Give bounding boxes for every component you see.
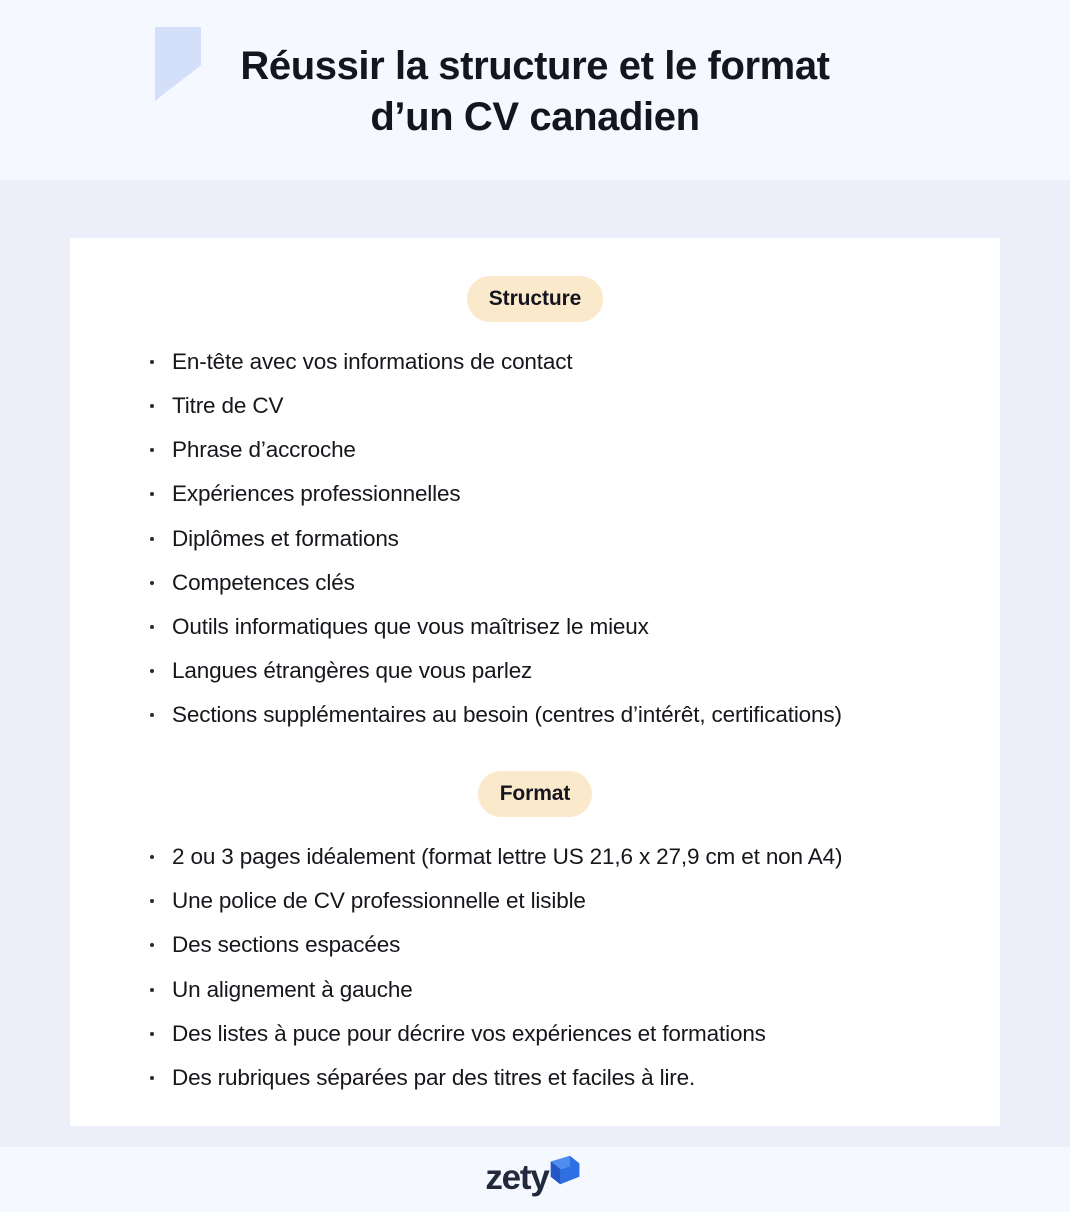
- list-item: Des rubriques séparées par des titres et faciles à lire.: [146, 1064, 960, 1092]
- list-item: Outils informatiques que vous maîtrisez le mieux: [146, 613, 960, 641]
- list-item: Phrase d’accroche: [146, 436, 960, 464]
- badge-row-structure: [110, 276, 960, 322]
- zety-logo[interactable]: [485, 1159, 584, 1197]
- section-structure: [110, 276, 960, 729]
- badge-row-format: [110, 771, 960, 817]
- list-item: Competences clés: [146, 569, 960, 597]
- list-item: 2 ou 3 pages idéalement (format lettre US 21,6 x 27,9 cm et non A4): [146, 843, 960, 871]
- bullet-list-format: [110, 843, 960, 1092]
- content-card: [70, 238, 1000, 1126]
- list-item: Des listes à puce pour décrire vos expériences et formations: [146, 1020, 960, 1048]
- zety-arrow-logo-icon: [547, 1152, 585, 1190]
- page-title-line-2: d’un CV canadien: [370, 95, 700, 139]
- list-item: Sections supplémentaires au besoin (centres d’intérêt, certifications): [146, 701, 960, 729]
- list-item: Diplômes et formations: [146, 525, 960, 553]
- body-band: [0, 180, 1070, 1147]
- bullet-list-structure: [110, 348, 960, 729]
- section-badge-structure: Structure: [467, 276, 603, 322]
- list-item: Langues étrangères que vous parlez: [146, 657, 960, 685]
- title-wrap: [145, 37, 925, 143]
- list-item: Une police de CV professionnelle et lisible: [146, 887, 960, 915]
- list-item: Titre de CV: [146, 392, 960, 420]
- list-item: Expériences professionnelles: [146, 480, 960, 508]
- list-item: Un alignement à gauche: [146, 976, 960, 1004]
- page-title: [145, 41, 925, 143]
- zety-wordmark: zety: [485, 1158, 549, 1197]
- list-item: Des sections espacées: [146, 931, 960, 959]
- section-badge-format: Format: [478, 771, 593, 817]
- header-band: [0, 0, 1070, 180]
- list-item: En-tête avec vos informations de contact: [146, 348, 960, 376]
- page-title-line-1: Réussir la structure et le format: [240, 43, 830, 88]
- footer-band: [0, 1147, 1070, 1212]
- section-format: [110, 771, 960, 1092]
